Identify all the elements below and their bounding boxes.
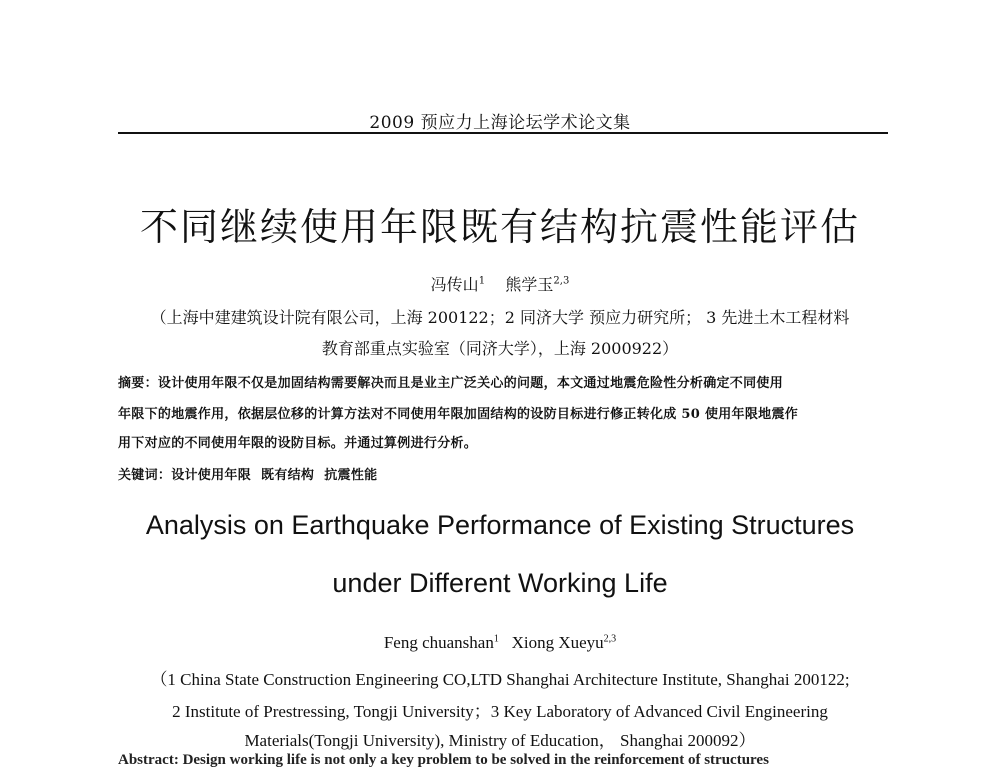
running-header: 2009 预应力上海论坛学术论文集 [369,113,631,133]
cn-authors [0,272,1000,295]
header-rule [118,132,888,134]
cn-affiliation-line-1: （上海中建建筑设计院有限公司，上海 200122；2 同济大学 预应力研究所； 3 先进土木工程材料 [150,308,850,327]
en-affiliation-line-1: （1 China State Construction Engineering CO,LTD Shanghai Architecture Institute, Shanghai 200122; [150,670,850,689]
en-author-2: Xiong Xueyu [511,633,604,652]
en-authors [0,633,1000,653]
en-author-1-sup: 1 [493,633,499,645]
en-affiliation-line-2: 2 Institute of Prestressing, Tongji University；3 Key Laboratory of Advanced Civil Engineering [172,702,828,721]
cn-affiliation-line-2: 教育部重点实验室（同济大学），上海 2000922） [321,339,679,358]
cn-author-2: 熊学玉 [505,275,554,294]
cn-keyword: 抗震性能 [324,468,378,483]
cn-keyword: 设计使用年限 [171,468,252,483]
cn-paper-title: 不同继续使用年限既有结构抗震性能评估 [139,205,860,249]
en-author-2-sup: 2,3 [603,633,617,645]
cn-abstract-line-1: 摘要：设计使用年限不仅是加固结构需要解决而且是业主广泛关心的问题，本文通过地震危险性分析确定不同使用 [118,376,784,391]
en-affiliation-line-3: Materials(Tongji University), Ministry of Education， Shanghai 200092） [244,731,756,750]
cn-author-1: 冯传山 [430,275,479,294]
en-abstract-partial: Abstract: Design working life is not only a key problem to be solved in the reinforcement of structures [118,752,769,768]
cn-abstract-line-3: 用下对应的不同使用年限的设防目标。并通过算例进行分析。 [118,436,478,451]
cn-keywords [118,464,890,483]
cn-author-1-sup: 1 [478,275,486,287]
cn-author-2-sup: 2,3 [553,275,570,287]
en-author-1: Feng chuanshan [383,633,494,652]
cn-keyword: 既有结构 [261,468,315,483]
cn-keywords-label: 关键词： [118,468,172,483]
en-title-line-1: Analysis on Earthquake Performance of Existing Structures [145,510,855,540]
en-title-line-2: under Different Working Life [332,568,668,598]
cn-abstract-line-2: 年限下的地震作用，依据层位移的计算方法对不同使用年限加固结构的设防目标进行修正转化成 50 使用年限地震作 [118,407,799,422]
